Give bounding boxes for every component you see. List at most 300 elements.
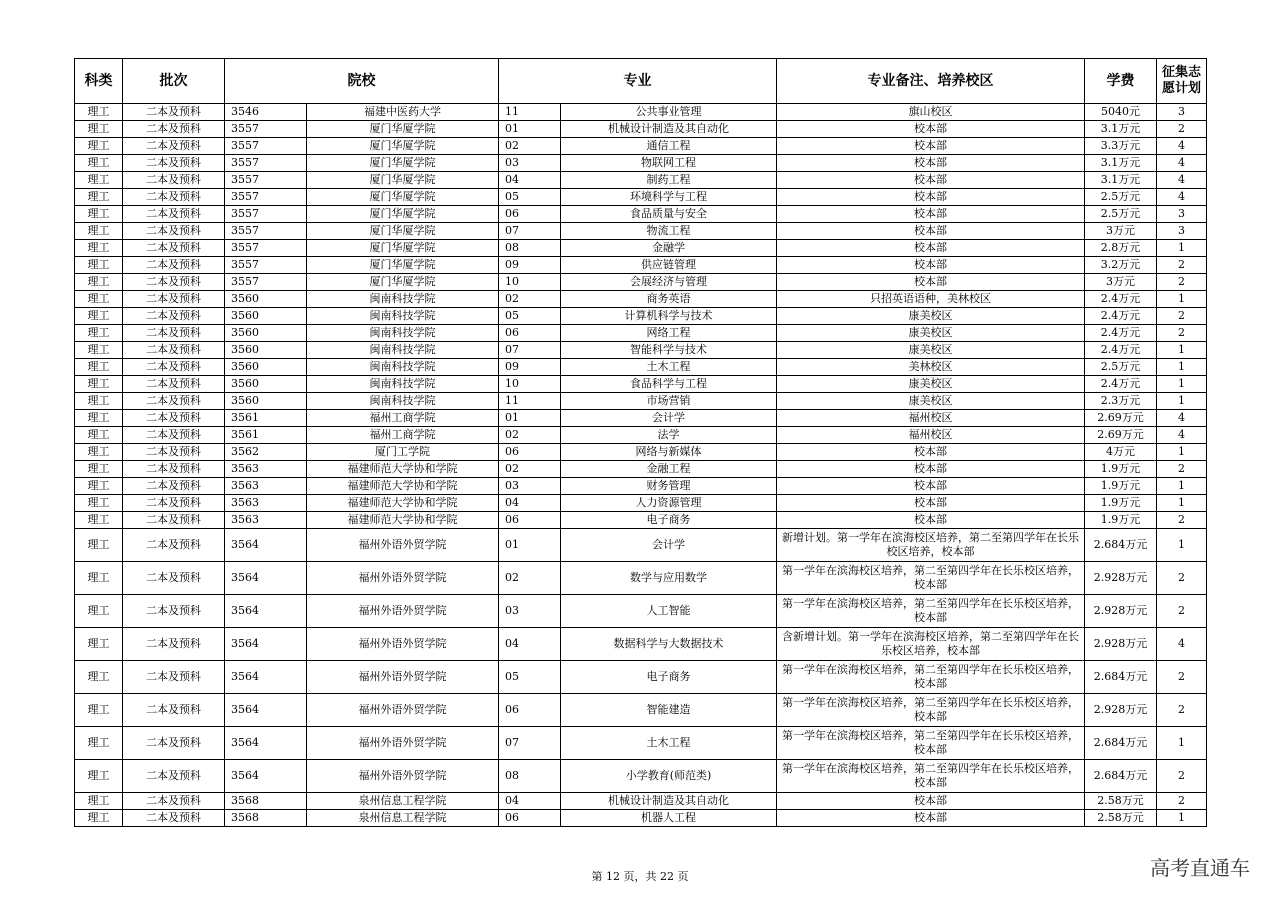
major-code-cell: 05 (499, 661, 561, 694)
batch-cell: 二本及预科 (123, 427, 225, 444)
major-code-cell: 04 (499, 628, 561, 661)
table-row (75, 189, 1207, 206)
plan-cell: 4 (1157, 427, 1207, 444)
table-row (75, 595, 1207, 628)
batch-cell: 二本及预科 (123, 760, 225, 793)
major-code-cell: 02 (499, 427, 561, 444)
tuition-cell: 2.4万元 (1085, 325, 1157, 342)
table-row (75, 291, 1207, 308)
major-code-cell: 11 (499, 393, 561, 410)
major-code-cell: 07 (499, 223, 561, 240)
notes-cell: 校本部 (777, 121, 1085, 138)
plan-cell: 1 (1157, 478, 1207, 495)
major-code-cell: 02 (499, 461, 561, 478)
tuition-cell: 1.9万元 (1085, 478, 1157, 495)
tuition-cell: 2.928万元 (1085, 628, 1157, 661)
notes-cell: 校本部 (777, 223, 1085, 240)
tuition-cell: 2.928万元 (1085, 595, 1157, 628)
tuition-cell: 4万元 (1085, 444, 1157, 461)
school-code-cell: 3557 (225, 206, 307, 223)
plan-cell: 2 (1157, 274, 1207, 291)
school-name-cell: 福州外语外贸学院 (307, 562, 499, 595)
school-code-cell: 3562 (225, 444, 307, 461)
plan-cell: 2 (1157, 461, 1207, 478)
category-cell: 理工 (75, 325, 123, 342)
table-row (75, 240, 1207, 257)
tuition-cell: 2.4万元 (1085, 291, 1157, 308)
watermark: 高考直通车 (1150, 856, 1250, 880)
batch-cell: 二本及预科 (123, 308, 225, 325)
table-row (75, 427, 1207, 444)
tuition-cell: 1.9万元 (1085, 461, 1157, 478)
plan-cell: 2 (1157, 512, 1207, 529)
major-code-cell: 06 (499, 325, 561, 342)
notes-cell: 第一学年在滨海校区培养，第二至第四学年在长乐校区培养，校本部 (777, 595, 1085, 628)
notes-cell: 校本部 (777, 257, 1085, 274)
school-code-cell: 3560 (225, 291, 307, 308)
plan-cell: 1 (1157, 495, 1207, 512)
batch-cell: 二本及预科 (123, 628, 225, 661)
tuition-cell: 1.9万元 (1085, 512, 1157, 529)
school-name-cell: 福州外语外贸学院 (307, 595, 499, 628)
category-cell: 理工 (75, 444, 123, 461)
notes-cell: 含新增计划。第一学年在滨海校区培养，第二至第四学年在长乐校区培养，校本部 (777, 628, 1085, 661)
major-code-cell: 06 (499, 810, 561, 827)
plan-cell: 4 (1157, 410, 1207, 427)
school-code-cell: 3563 (225, 512, 307, 529)
major-name-cell: 物流工程 (561, 223, 777, 240)
school-name-cell: 福建师范大学协和学院 (307, 495, 499, 512)
school-name-cell: 闽南科技学院 (307, 308, 499, 325)
batch-cell: 二本及预科 (123, 121, 225, 138)
batch-cell: 二本及预科 (123, 410, 225, 427)
table-row (75, 172, 1207, 189)
notes-cell: 校本部 (777, 512, 1085, 529)
batch-cell: 二本及预科 (123, 444, 225, 461)
tuition-cell: 2.684万元 (1085, 661, 1157, 694)
batch-cell: 二本及预科 (123, 562, 225, 595)
category-cell: 理工 (75, 121, 123, 138)
tuition-cell: 2.58万元 (1085, 810, 1157, 827)
major-name-cell: 计算机科学与技术 (561, 308, 777, 325)
batch-cell: 二本及预科 (123, 461, 225, 478)
major-name-cell: 供应链管理 (561, 257, 777, 274)
plan-cell: 3 (1157, 206, 1207, 223)
school-name-cell: 厦门华厦学院 (307, 138, 499, 155)
table-row (75, 223, 1207, 240)
table-row (75, 760, 1207, 793)
major-name-cell: 会展经济与管理 (561, 274, 777, 291)
category-cell: 理工 (75, 495, 123, 512)
category-cell: 理工 (75, 427, 123, 444)
school-code-cell: 3564 (225, 628, 307, 661)
major-name-cell: 机械设计制造及其自动化 (561, 121, 777, 138)
category-cell: 理工 (75, 595, 123, 628)
category-cell: 理工 (75, 760, 123, 793)
major-name-cell: 会计学 (561, 529, 777, 562)
category-cell: 理工 (75, 308, 123, 325)
school-code-cell: 3563 (225, 495, 307, 512)
school-name-cell: 厦门华厦学院 (307, 257, 499, 274)
major-code-cell: 02 (499, 138, 561, 155)
major-code-cell: 04 (499, 793, 561, 810)
major-code-cell: 09 (499, 257, 561, 274)
plan-cell: 1 (1157, 529, 1207, 562)
batch-cell: 二本及预科 (123, 495, 225, 512)
batch-cell: 二本及预科 (123, 223, 225, 240)
plan-cell: 2 (1157, 760, 1207, 793)
batch-cell: 二本及预科 (123, 529, 225, 562)
school-name-cell: 泉州信息工程学院 (307, 793, 499, 810)
category-cell: 理工 (75, 342, 123, 359)
category-cell: 理工 (75, 410, 123, 427)
batch-cell: 二本及预科 (123, 810, 225, 827)
plan-cell: 1 (1157, 376, 1207, 393)
tuition-cell: 5040元 (1085, 104, 1157, 121)
table-row (75, 410, 1207, 427)
table-row (75, 495, 1207, 512)
notes-cell: 第一学年在滨海校区培养，第二至第四学年在长乐校区培养，校本部 (777, 661, 1085, 694)
table-row (75, 661, 1207, 694)
school-code-cell: 3564 (225, 694, 307, 727)
school-code-cell: 3568 (225, 793, 307, 810)
plan-cell: 1 (1157, 810, 1207, 827)
plan-cell: 3 (1157, 104, 1207, 121)
table-row (75, 121, 1207, 138)
tuition-cell: 2.928万元 (1085, 562, 1157, 595)
batch-cell: 二本及预科 (123, 393, 225, 410)
notes-cell: 第一学年在滨海校区培养，第二至第四学年在长乐校区培养，校本部 (777, 727, 1085, 760)
category-cell: 理工 (75, 359, 123, 376)
school-code-cell: 3557 (225, 189, 307, 206)
notes-cell: 康美校区 (777, 325, 1085, 342)
plan-cell: 2 (1157, 121, 1207, 138)
tuition-cell: 2.684万元 (1085, 727, 1157, 760)
tuition-cell: 3万元 (1085, 223, 1157, 240)
notes-cell: 福州校区 (777, 427, 1085, 444)
major-code-cell: 01 (499, 121, 561, 138)
batch-cell: 二本及预科 (123, 793, 225, 810)
school-name-cell: 福州工商学院 (307, 410, 499, 427)
table-row (75, 359, 1207, 376)
plan-cell: 1 (1157, 393, 1207, 410)
category-cell: 理工 (75, 661, 123, 694)
plan-cell: 2 (1157, 694, 1207, 727)
plan-cell: 4 (1157, 155, 1207, 172)
table-row (75, 562, 1207, 595)
school-code-cell: 3560 (225, 359, 307, 376)
school-name-cell: 厦门华厦学院 (307, 206, 499, 223)
batch-cell: 二本及预科 (123, 257, 225, 274)
major-name-cell: 人工智能 (561, 595, 777, 628)
table-row (75, 274, 1207, 291)
tuition-cell: 3万元 (1085, 274, 1157, 291)
header-category: 科类 (75, 59, 123, 104)
major-code-cell: 04 (499, 495, 561, 512)
batch-cell: 二本及预科 (123, 342, 225, 359)
major-name-cell: 小学教育(师范类) (561, 760, 777, 793)
major-name-cell: 金融工程 (561, 461, 777, 478)
school-code-cell: 3557 (225, 172, 307, 189)
batch-cell: 二本及预科 (123, 291, 225, 308)
school-code-cell: 3557 (225, 121, 307, 138)
notes-cell: 旗山校区 (777, 104, 1085, 121)
plan-cell: 1 (1157, 444, 1207, 461)
table-row (75, 308, 1207, 325)
batch-cell: 二本及预科 (123, 104, 225, 121)
school-name-cell: 厦门华厦学院 (307, 172, 499, 189)
major-name-cell: 网络工程 (561, 325, 777, 342)
school-name-cell: 厦门华厦学院 (307, 121, 499, 138)
major-code-cell: 03 (499, 155, 561, 172)
school-code-cell: 3560 (225, 376, 307, 393)
tuition-cell: 2.684万元 (1085, 760, 1157, 793)
school-name-cell: 福州工商学院 (307, 427, 499, 444)
school-name-cell: 厦门华厦学院 (307, 223, 499, 240)
batch-cell: 二本及预科 (123, 206, 225, 223)
category-cell: 理工 (75, 291, 123, 308)
category-cell: 理工 (75, 393, 123, 410)
notes-cell: 第一学年在滨海校区培养，第二至第四学年在长乐校区培养，校本部 (777, 694, 1085, 727)
school-code-cell: 3563 (225, 478, 307, 495)
table-row (75, 461, 1207, 478)
category-cell: 理工 (75, 104, 123, 121)
notes-cell: 校本部 (777, 810, 1085, 827)
major-code-cell: 01 (499, 529, 561, 562)
school-name-cell: 闽南科技学院 (307, 393, 499, 410)
school-code-cell: 3546 (225, 104, 307, 121)
tuition-cell: 2.4万元 (1085, 308, 1157, 325)
table-row (75, 727, 1207, 760)
tuition-cell: 2.4万元 (1085, 342, 1157, 359)
school-code-cell: 3564 (225, 661, 307, 694)
major-name-cell: 机械设计制造及其自动化 (561, 793, 777, 810)
major-name-cell: 通信工程 (561, 138, 777, 155)
plan-cell: 1 (1157, 727, 1207, 760)
batch-cell: 二本及预科 (123, 240, 225, 257)
tuition-cell: 3.3万元 (1085, 138, 1157, 155)
tuition-cell: 3.1万元 (1085, 155, 1157, 172)
school-code-cell: 3557 (225, 155, 307, 172)
school-code-cell: 3564 (225, 595, 307, 628)
major-name-cell: 电子商务 (561, 661, 777, 694)
school-name-cell: 厦门华厦学院 (307, 155, 499, 172)
category-cell: 理工 (75, 240, 123, 257)
table-row (75, 376, 1207, 393)
plan-cell: 1 (1157, 291, 1207, 308)
table-row (75, 694, 1207, 727)
header-notes-campus: 专业备注、培养校区 (777, 59, 1085, 104)
notes-cell: 校本部 (777, 138, 1085, 155)
category-cell: 理工 (75, 172, 123, 189)
major-name-cell: 商务英语 (561, 291, 777, 308)
category-cell: 理工 (75, 512, 123, 529)
major-name-cell: 金融学 (561, 240, 777, 257)
school-code-cell: 3557 (225, 274, 307, 291)
table-row (75, 325, 1207, 342)
major-code-cell: 07 (499, 727, 561, 760)
category-cell: 理工 (75, 810, 123, 827)
tuition-cell: 2.69万元 (1085, 427, 1157, 444)
school-name-cell: 福州外语外贸学院 (307, 529, 499, 562)
batch-cell: 二本及预科 (123, 274, 225, 291)
tuition-cell: 3.1万元 (1085, 121, 1157, 138)
major-name-cell: 土木工程 (561, 727, 777, 760)
category-cell: 理工 (75, 461, 123, 478)
notes-cell: 福州校区 (777, 410, 1085, 427)
major-name-cell: 会计学 (561, 410, 777, 427)
table-row (75, 478, 1207, 495)
batch-cell: 二本及预科 (123, 376, 225, 393)
major-name-cell: 财务管理 (561, 478, 777, 495)
major-code-cell: 06 (499, 694, 561, 727)
school-code-cell: 3560 (225, 308, 307, 325)
notes-cell: 康美校区 (777, 376, 1085, 393)
school-code-cell: 3560 (225, 342, 307, 359)
school-code-cell: 3557 (225, 257, 307, 274)
notes-cell: 校本部 (777, 274, 1085, 291)
table-row (75, 393, 1207, 410)
major-name-cell: 公共事业管理 (561, 104, 777, 121)
header-school: 院校 (225, 59, 499, 104)
batch-cell: 二本及预科 (123, 727, 225, 760)
table-row (75, 138, 1207, 155)
notes-cell: 校本部 (777, 172, 1085, 189)
major-name-cell: 数学与应用数学 (561, 562, 777, 595)
school-name-cell: 福州外语外贸学院 (307, 694, 499, 727)
school-code-cell: 3563 (225, 461, 307, 478)
major-code-cell: 07 (499, 342, 561, 359)
school-name-cell: 厦门华厦学院 (307, 189, 499, 206)
category-cell: 理工 (75, 223, 123, 240)
major-name-cell: 食品质量与安全 (561, 206, 777, 223)
category-cell: 理工 (75, 727, 123, 760)
header-batch: 批次 (123, 59, 225, 104)
tuition-cell: 3.1万元 (1085, 172, 1157, 189)
major-code-cell: 03 (499, 595, 561, 628)
notes-cell: 校本部 (777, 478, 1085, 495)
major-name-cell: 食品科学与工程 (561, 376, 777, 393)
category-cell: 理工 (75, 793, 123, 810)
table-row (75, 444, 1207, 461)
batch-cell: 二本及预科 (123, 325, 225, 342)
school-code-cell: 3557 (225, 223, 307, 240)
plan-cell: 2 (1157, 257, 1207, 274)
tuition-cell: 2.4万元 (1085, 376, 1157, 393)
plan-cell: 2 (1157, 661, 1207, 694)
table-body (75, 104, 1207, 827)
major-code-cell: 11 (499, 104, 561, 121)
school-code-cell: 3564 (225, 760, 307, 793)
notes-cell: 校本部 (777, 444, 1085, 461)
major-name-cell: 制药工程 (561, 172, 777, 189)
page-number: 第 12 页，共 22 页 (591, 870, 689, 883)
school-code-cell: 3557 (225, 240, 307, 257)
school-code-cell: 3568 (225, 810, 307, 827)
batch-cell: 二本及预科 (123, 359, 225, 376)
school-code-cell: 3560 (225, 325, 307, 342)
batch-cell: 二本及预科 (123, 595, 225, 628)
school-name-cell: 闽南科技学院 (307, 359, 499, 376)
plan-cell: 4 (1157, 628, 1207, 661)
notes-cell: 康美校区 (777, 308, 1085, 325)
school-name-cell: 闽南科技学院 (307, 291, 499, 308)
notes-cell: 校本部 (777, 461, 1085, 478)
batch-cell: 二本及预科 (123, 189, 225, 206)
batch-cell: 二本及预科 (123, 155, 225, 172)
major-name-cell: 市场营销 (561, 393, 777, 410)
notes-cell: 校本部 (777, 206, 1085, 223)
batch-cell: 二本及预科 (123, 512, 225, 529)
table-header (75, 59, 1207, 104)
school-code-cell: 3557 (225, 138, 307, 155)
table-row (75, 104, 1207, 121)
table-row (75, 342, 1207, 359)
category-cell: 理工 (75, 376, 123, 393)
school-code-cell: 3564 (225, 562, 307, 595)
school-name-cell: 福建中医药大学 (307, 104, 499, 121)
school-name-cell: 福建师范大学协和学院 (307, 478, 499, 495)
major-name-cell: 网络与新媒体 (561, 444, 777, 461)
school-name-cell: 福建师范大学协和学院 (307, 461, 499, 478)
category-cell: 理工 (75, 562, 123, 595)
school-name-cell: 厦门华厦学院 (307, 274, 499, 291)
school-name-cell: 福州外语外贸学院 (307, 727, 499, 760)
notes-cell: 第一学年在滨海校区培养，第二至第四学年在长乐校区培养，校本部 (777, 562, 1085, 595)
major-code-cell: 01 (499, 410, 561, 427)
batch-cell: 二本及预科 (123, 694, 225, 727)
notes-cell: 第一学年在滨海校区培养，第二至第四学年在长乐校区培养，校本部 (777, 760, 1085, 793)
notes-cell: 新增计划。第一学年在滨海校区培养，第二至第四学年在长乐校区培养，校本部 (777, 529, 1085, 562)
notes-cell: 校本部 (777, 240, 1085, 257)
major-name-cell: 土木工程 (561, 359, 777, 376)
major-code-cell: 09 (499, 359, 561, 376)
tuition-cell: 2.69万元 (1085, 410, 1157, 427)
table-row (75, 628, 1207, 661)
category-cell: 理工 (75, 478, 123, 495)
category-cell: 理工 (75, 694, 123, 727)
plan-cell: 4 (1157, 138, 1207, 155)
plan-cell: 1 (1157, 359, 1207, 376)
header-tuition: 学费 (1085, 59, 1157, 104)
plan-cell: 1 (1157, 240, 1207, 257)
table-row (75, 529, 1207, 562)
major-name-cell: 智能科学与技术 (561, 342, 777, 359)
major-code-cell: 02 (499, 291, 561, 308)
tuition-cell: 2.928万元 (1085, 694, 1157, 727)
plan-cell: 2 (1157, 595, 1207, 628)
notes-cell: 校本部 (777, 155, 1085, 172)
major-name-cell: 数据科学与大数据技术 (561, 628, 777, 661)
batch-cell: 二本及预科 (123, 138, 225, 155)
plan-cell: 4 (1157, 172, 1207, 189)
batch-cell: 二本及预科 (123, 661, 225, 694)
major-name-cell: 法学 (561, 427, 777, 444)
notes-cell: 校本部 (777, 495, 1085, 512)
major-code-cell: 03 (499, 478, 561, 495)
category-cell: 理工 (75, 155, 123, 172)
major-code-cell: 02 (499, 562, 561, 595)
plan-cell: 3 (1157, 223, 1207, 240)
plan-cell: 1 (1157, 342, 1207, 359)
plan-cell: 2 (1157, 562, 1207, 595)
school-name-cell: 福州外语外贸学院 (307, 760, 499, 793)
tuition-cell: 2.3万元 (1085, 393, 1157, 410)
plan-cell: 2 (1157, 325, 1207, 342)
enrollment-table (74, 58, 1207, 827)
notes-cell: 康美校区 (777, 393, 1085, 410)
table-row (75, 155, 1207, 172)
